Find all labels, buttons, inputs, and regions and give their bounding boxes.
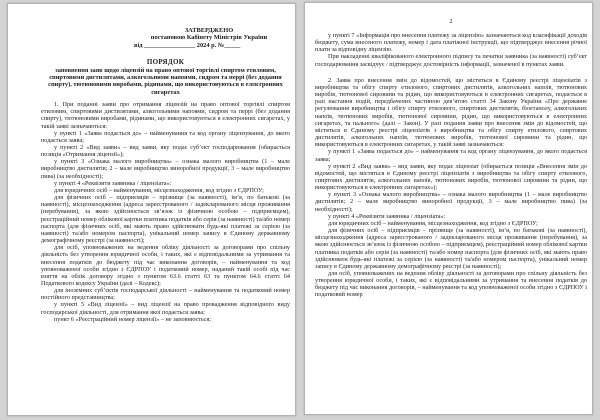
paragraph: для іноземних суб’єктів господарської діяльності – найменування та податковий номер постійного представництва; [41, 287, 290, 302]
paragraph: у пункті 4 «Реквізити заявника / ліцензіата»: [328, 212, 446, 220]
doc-title: ПОРЯДОК [146, 57, 185, 66]
paragraph: у пункті 3 «Ознака малого виробництва» – ознака малого виробництва (1 – мале виробництво дистилятів; 2 – мале виробництво виноробної продукції, 3 – мале виробництво пива) (за необхідності); [315, 191, 587, 213]
doc-subtitle: заповнення заяв щодо ліцензій на право оптової торгівлі спиртом етиловим, спиртовими дистилятами, алкогольними напоями, сидром та перрі (без додання спирту), тютюновими виробами, рідинами, що використовуються в електронних сигаретах [48, 66, 283, 96]
approval-stamp [134, 27, 284, 49]
page-2-content [305, 3, 592, 299]
paragraph: у пункті 4 «Реквізити заявника / ліцензіата»: [54, 179, 172, 187]
page-2-body [315, 32, 587, 299]
page-1-body [41, 101, 290, 323]
paragraph: у пункті 3 «Ознака малого виробництва» – ознака малого виробництва (1 – мале виробництво дистилятів; 2 – мале виробництво виноробної продукції, 3 – мале виробництво пива) (за необхідності); [41, 158, 290, 180]
paragraph: у пункті 2 «Вид заяви» – вид заяви, яку подає ліцензіат (обирається позиція «Внесення змін до відомостей, що містяться в Єдиному реєстрі ліцензіатів з виробництва та обігу спирту етилового, спиртових дистилятів, алкогольних напоїв, тютюнових виробів, тютюнової сировини та рідин, що використовуються в електронних сигаретах»); [315, 162, 587, 192]
paragraph: для осіб, уповноважених на ведення обліку діяльності за договорами про спільну діяльність без утворення юридичної особи, і таких, які є відповідальними за утримання та внесення податків до бюджету під час виконання договорів, – найменування та код уповноваженої особи згідно з ЄДРПОУ і податковий номер [315, 270, 587, 299]
paragraph: для юридичних осіб – найменування, місцезнаходження, код згідно з ЄДРПОУ; [328, 219, 538, 227]
approval-line-approved: ЗАТВЕРДЖЕНО [184, 27, 234, 34]
paragraph: у пункті 1 «Заява подається до» – найменування та код органу ліцензування, до якого подається заява; [315, 148, 587, 163]
paragraph: 2. Заява про внесення змін до відомостей, що містяться в Єдиному реєстрі ліцензіатів з виробництва та обігу спирту етилового, спиртових дистилятів, алкогольних напоїв, тютюнових виробів, тютюнової сировини та рідин, що використовуються в електронних сигаретах, подається в разі настання подій, передбачених частиною дев’ятою статті 34 Закону України «Про державне регулювання виробництва і обігу спирту етилового, спиртових дистилятів, біоетанолу, алкогольних напоїв, тютюнових виробів, тютюнової сировини, рідин, що використовуються в електронних сигаретах, та пального» (далі – Закон). У разі подання заяви про внесення змін до відомостей, що містяться в Єдиному реєстрі ліцензіатів з виробництва та обігу спирту етилового, спиртових дистилятів, алкогольних напоїв, тютюнових виробів, тютюнової сировини та рідин, що використовуються в електронних сигаретах, у такій заяві зазначаються: [315, 76, 587, 149]
document-page-1 [7, 3, 296, 416]
page-number: 2 [449, 18, 453, 25]
paragraph: для фізичних осіб – підприємців – прізвище (за наявності), ім’я, по батькові (за наявності), місцезнаходження (адреса зареєстрованого / задекларованого місця проживання (перебування), за якою здійснюється зв’язок із фізичною особою – підприємцем), реєстраційний номер облікової картки платника податків або серія (за наявності) та/або номер паспорта (для фізичних осіб, які мають право здійснювати будь-які платежі за серією (за наявності) та/або номером паспорта), унікальний номер запису в Єдиному державному демографічному реєстрі (за наявності); [315, 227, 587, 270]
page-1-content [8, 4, 295, 323]
approval-line-resolution: постановою Кабінету Міністрів України [150, 34, 268, 42]
paragraph: у пункті 7 «Інформація про внесення платежу за ліцензію» зазначаються код класифікації доходів бюджету, сума внесеного платежу, номер і дата платіжної інструкції, що підтверджує внесення річної плати за відповідну ліцензію. [315, 32, 587, 54]
paragraph: пункт 6 «Реєстраційний номер ліцензії» – не заповнюється; [54, 315, 211, 323]
paragraph: для фізичних осіб – підприємців – прізвище (за наявності), ім’я, по батькові (за наявності), місцезнаходження (адреса зареєстрованого / задекларованого місця проживання (перебування), за якою здійснюється зв’язок із фізичною особою – підприємцем), реєстраційний номер облікової картки платника податків або серія (за наявності) та/або номер паспорта (для фізичних осіб, які мають право здійснювати будь-які платежі за серією (за наявності) та/або номером паспорта), унікальний номер запису в Єдиному державному демографічному реєстрі (за наявності); [41, 194, 290, 245]
paragraph: При накладенні кваліфікованого електронного підпису та печатки заявника (за наявності) суб’єкт господарювання засвідчує / підтверджує достовірність інформації, зазначеної в пунктах заяви. [315, 53, 587, 68]
paragraph: для юридичних осіб – найменування, місцезнаходження, код згідно з ЄДРПОУ; [54, 186, 264, 194]
approval-line-date-number: від ________________ 2024 р. №_____ [134, 41, 241, 49]
document-page-2 [304, 2, 593, 415]
paragraph: у пункті 5 «Вид ліцензії» – вид ліцензії на право провадження відповідного виду господарської діяльності, для отримання якої подається заява; [41, 301, 290, 316]
paragraph: у пункті 2 «Вид заяви» – вид заяви, яку подає суб’єкт господарювання (обирається позиція «Отримання ліцензії»); [41, 144, 290, 159]
paragraph: 1. При поданні заяви про отримання ліцензій на право оптової торгівлі спиртом етиловим, спиртовими дистилятами, алкогольними напоями, сидром та перрі (без додання спирту), тютюновими виробами, рідинами, що використовуються в електронних сигаретах, у такій заяві зазначаються: [41, 101, 290, 130]
paragraph: для осіб, уповноважених на ведення обліку діяльності за договорами про спільну діяльність без утворення юридичної особи, і таких, які є відповідальними за утримання та внесення податків до бюджету під час виконання договорів, – найменування та код уповноваженої особи згідно з ЄДРПОУ і податковий номер, наданий такій особі під час взяття на облік договору згідно з пунктом 63.6 статті 63 та пунктом 64.6 статті 64 Податкового кодексу України (далі – Кодекс); [41, 244, 290, 287]
paragraph: у пункті 1 «Заява подається до» – найменування та код органу ліцензування, до якого подається заява; [41, 129, 290, 144]
